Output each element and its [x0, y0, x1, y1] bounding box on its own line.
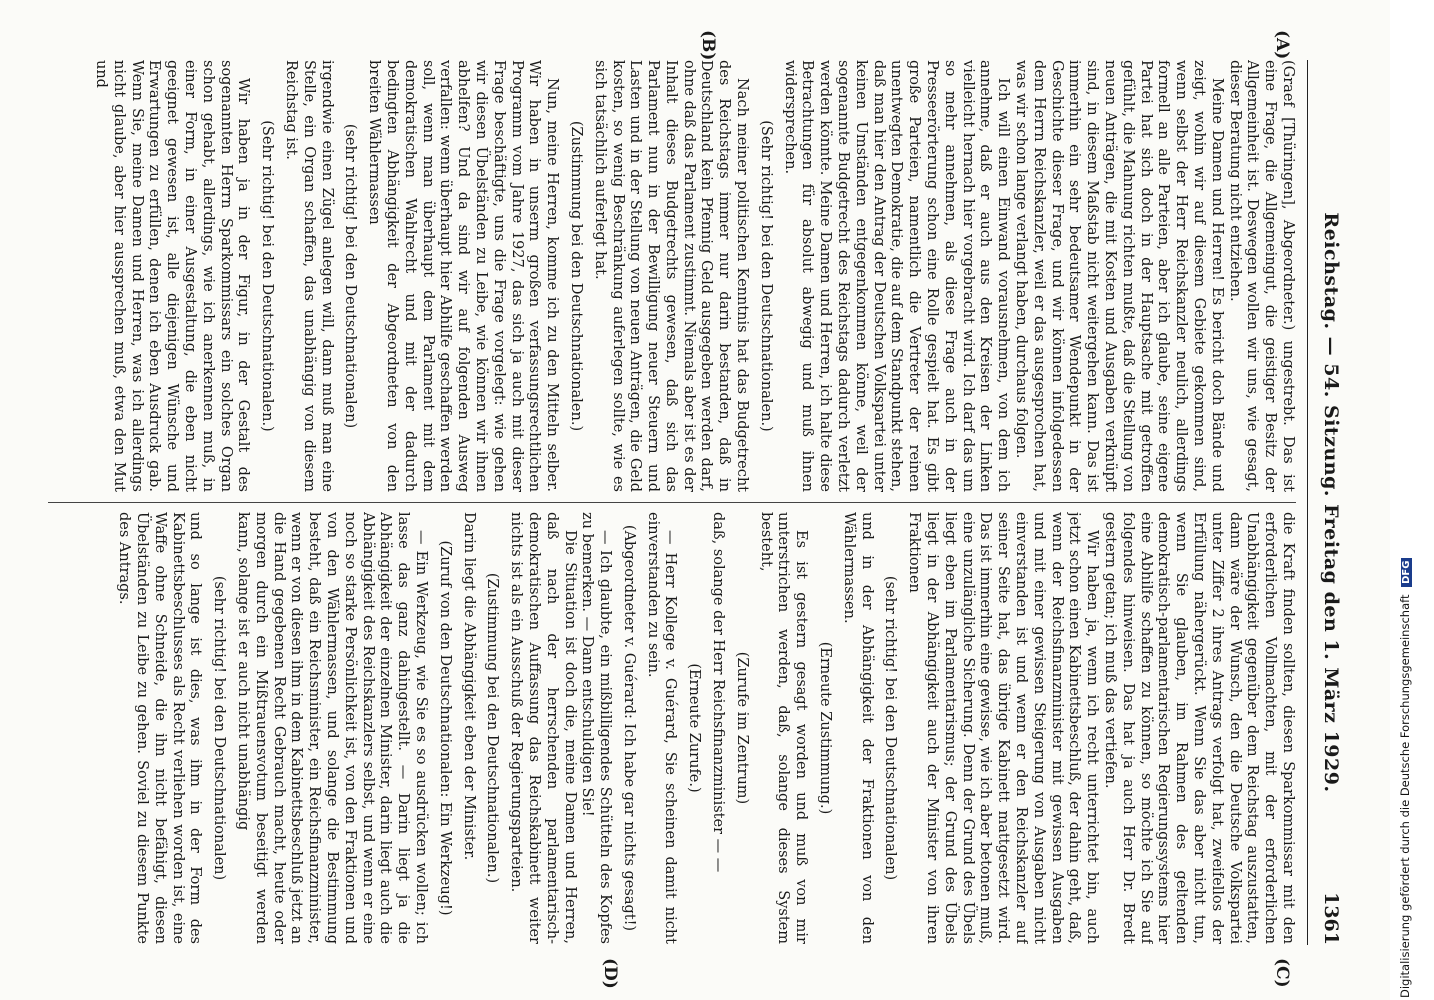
paragraph: Nach meiner politischen Kenntnis hat das Budgetrecht des Reichstags immer nur darin bestanden, daß in Deutschland kein Pfennig Geld ausgegeben werden darf, ohne daß das Parlament zustimmt. Niemals aber ist es der Inhalt dieses Budgetrechts gewesen, daß sich das Parlament nun in der Bewilligung neuer Steuern und Lasten und in der Stellung von neuen Anträgen, die Geld kosten, so wenig Beschränkung auferlegen sollte, wie es sich tatsächlich auferlegt hat. — [591, 60, 751, 492]
left-text-column — [48, 60, 1296, 492]
paragraph: und so lange ist dies, was ihm in der Form des Kabinettsbeschlusses als Recht verliehen worden ist, eine Waffe ohne Schneide, die ihn nicht befähigt, diesen Übelständen zu Leibe zu gehen. Soviel zu diesem Punkte des Antrags. — [116, 512, 204, 944]
paragraph: Es ist gestern gesagt worden und muß von mir unterstrichen werden, daß, solange dieses System besteht, — [757, 512, 810, 944]
paragraph: und in der Abhängigkeit der Fraktionen von den Wählermassen. — [840, 512, 875, 944]
paragraph: Meine Damen und Herren! Es bericht doch Bände und zeigt, wohin wir auf diesem Gebiete gekommen sind, wenn selbst der Herr Reichskanzler neulich, allerdings formell an alle Parteien, aber ich glaube, seine eigene Partei hat sich doch in der Hauptsache mit getroffen gefühlt, die Mahnung richten mußte, daß die Stellung von neuen Anträgen, die mit Kosten und Ausgaben verknüpft sind, in diesem Maßstab nicht weitergehen kann. Das ist immerhin ein sehr bedeutsamer Wendepunkt in der Geschichte dieser Frage, und wir können infolgedessen dem Herrn Reichskanzler, weil er das ausgesprochen hat, was wir schon lange verlangt haben, durchaus folgen. — [1013, 60, 1225, 492]
interjection: (Sehr richtig! bei den Deutschnationalen.) — [259, 120, 276, 432]
paragraph: daß, solange der Herr Reichsfinanzminister — — — [710, 512, 727, 873]
dfg-logo: DFG — [1401, 558, 1412, 587]
column-divider — [48, 502, 1296, 503]
margin-marker-d: (D) — [600, 958, 620, 989]
footnote-text: Digitalisierung gefördert durch die Deutsche Forschungsgemeinschaft — [1398, 594, 1412, 998]
paragraph: Wir haben ja in der Figur, in der Gestalt des sogenannten Herrn Sparkommissars ein solches Organ schon gehabt, allerdings, wie ich anerkennen muß, in einer Form, in einer Ausgestaltung, die eben nicht geeignet gewesen ist, alle diejenigen Wünsche und Erwartungen zu erfüllen, denen ich eben Ausdruck gab. Wenn Sie, meine Damen und Herren, was ich allerdings nicht glaube, aber hier aussprechen muß, etwa den Mut und — [93, 60, 252, 492]
right-text-column — [48, 512, 1296, 944]
page-header — [1312, 60, 1348, 945]
interjection: (Zuruf von den Deutschnationalen: Ein Werkzeug!) — [436, 540, 453, 916]
paragraph: Die Situation ist doch die, meine Damen und Herren, daß nach der herrschenden parlamentarisch-demokratischen Auffassung das Reichskabinett weiter nichts ist als ein Ausschuß der Regierungsparteien. — [508, 512, 578, 944]
digitization-footnote — [1398, 558, 1412, 998]
margin-marker-c: (C) — [1272, 958, 1292, 988]
paragraph: irgendwie einen Zügel anlegen will, dann muß man eine Stelle, ein Organ schaffen, das unabhängig von diesem Reichstag ist. — [282, 60, 335, 492]
interjection: (Zustimmung bei den Deutschnationalen.) — [484, 572, 501, 884]
interjection: (Abgeordneter v. Guérard: Ich habe gar nichts gesagt!) — [620, 524, 637, 932]
paragraph: — Ein Werkzeug, wie Sie es so ausdrücken wollen; ich lasse das ganz dahingestellt. — Darin liegt ja die Abhängigkeit der einzelnen Minister, darin liegt auch die Abhängigkeit des Reichskanzlers selbst, und wenn er eine noch so starke Persönlichkeit ist, von den Fraktionen und von den Wählermassen, und solange die Bestimmung besteht, daß ein Reichsminister, ein Reichsfinanzminister, wenn er von diesen ihm in dem Kabinettsbeschluß jetzt an die Hand gegebenen Recht Gebrauch macht, heute oder morgen durch ein Mißtrauensvotum beseitigt werden kann, solange ist er auch nicht unabhängig — [234, 512, 429, 944]
page-title: Reichstag. — 54. Sitzung. Freitag den 1. März 1929. — [1320, 212, 1342, 793]
interjection: (Sehr richtig! bei den Deutschnationalen.) — [757, 120, 774, 432]
header-rule — [1307, 60, 1308, 945]
paragraph: — Ich glaubte, ein mißbilligendes Schütteln des Kopfes zu bemerken. — Dann entschuldigen Sie! — [579, 512, 614, 944]
paragraph: — Herr Kollege v. Guérard, Sie scheinen damit nicht einverstanden zu sein. — [644, 512, 679, 944]
interjection: (sehr richtig! bei den Deutschnationalen) — [882, 575, 899, 881]
interjection: (Zustimmung bei den Deutschnationalen.) — [567, 120, 584, 432]
margin-marker-a: (A) — [1272, 30, 1292, 60]
interjection: (sehr richtig! bei den Deutschnationalen) — [211, 575, 228, 881]
paragraph: (Graef [Thüringen], Abgeordneter.) ungestrebt. Das ist eine Frage, die Allgemeingut, die geistiger Besitz der Allgemeinheit ist. Deswegen wollen wir uns, wie gesagt, dieser Beratung nicht entziehen. — [1226, 60, 1296, 492]
interjection: (Erneute Zustimmung.) — [817, 641, 834, 815]
paragraph: die Kraft finden sollten, diesen Sparkommissar mit den erforderlichen Vollmachten, mit der erforderlichen Unabhängigkeit gegenüber dem Reichstag auszustatten, dann wäre der Wunsch, den die Deutsche Volkspartei unter Ziffer 2 ihres Antrags verfolgt hat, zweifellos der Erfüllung nähergerückt. Wenn Sie das aber nicht tun, wenn Sie glauben, im Rahmen des geltenden demokratisch-parlamentarischen Regierungssystems hier eine Abhilfe schaffen zu können, so möchte ich Sie auf folgendes hinweisen. Das hat ja auch Herr Dr. Bredt gestern getan; ich muß das vertiefen. — [1102, 512, 1296, 944]
interjection: (Erneute Zurufe.) — [686, 663, 703, 793]
paragraph: Wir haben ja, wenn ich recht unterrichtet bin, auch jetzt schon einen Kabinettsbeschluß, der dahin geht, daß, wenn der Reichsfinanzminister mit gewissen Ausgaben und mit einer gewissen Steigerung von Ausgaben nicht einverstanden ist und wenn er den Reichskanzler auf seiner Seite hat, das übrige Kabinett mattgesetzt wird. Das ist immerhin eine gewisse, wie ich aber betonen muß, eine unzulängliche Sicherung. Denn der Grund des Übels liegt eben im Parlamentarismus; der Grund des Übels liegt in der Abhängigkeit auch der Minister von ihren Fraktionen — [906, 512, 1101, 944]
paragraph: Nun, meine Herren, komme ich zu den Mitteln selber. Wir haben in unserm großen verfassungsrechtlichen Programm vom Jahre 1927, das sich ja auch mit dieser Frage beschäftigte, uns die Frage vorgelegt: wie gehen wir diesen Übelständen zu Leibe, wie können wir ihnen abhelfen? Und da sind wir auf folgenden Ausweg verfallen: wenn überhaupt hier Abhilfe geschaffen werden soll, wenn man überhaupt dem Parlament mit dem demokratischen Wahlrecht und mit der dadurch bedingten Abhängigkeit der Abgeordneten von den breiten Wählermassen — [366, 60, 561, 492]
paragraph: Darin liegt die Abhängigkeit eben der Minister. — [460, 512, 477, 861]
interjection: (Zurufe im Zentrum) — [733, 651, 750, 805]
page-number: 1361 — [1320, 892, 1342, 945]
interjection: (sehr richtig! bei den Deutschnationalen) — [342, 123, 359, 429]
paragraph: Ich will einen Einwand vorausnehmen, von dem ich annehme, daß er auch aus den Kreisen der Linken vielleicht hernach hier vorgebracht wird. Ich darf das um so mehr annehmen, als diese Frage auch in der Presseerörterung schon eine Rolle gespielt hat. Es gibt große Parteien, namentlich die Vertreter der reinen unentwegten Demokratie, die auf dem Standpunkt stehen, daß man hier den Antrag der Deutschen Volkspartei unter keinen Umständen entgegenkommen könne, weil der sogenannte Budgetrecht des Reichstags dadurch verletzt werden könnte. Meine Damen und Herren, ich halte diese Betrachtungen für absolut abwegig und muß ihnen widersprechen. — [781, 60, 1012, 492]
margin-marker-b: (B) — [698, 30, 718, 61]
